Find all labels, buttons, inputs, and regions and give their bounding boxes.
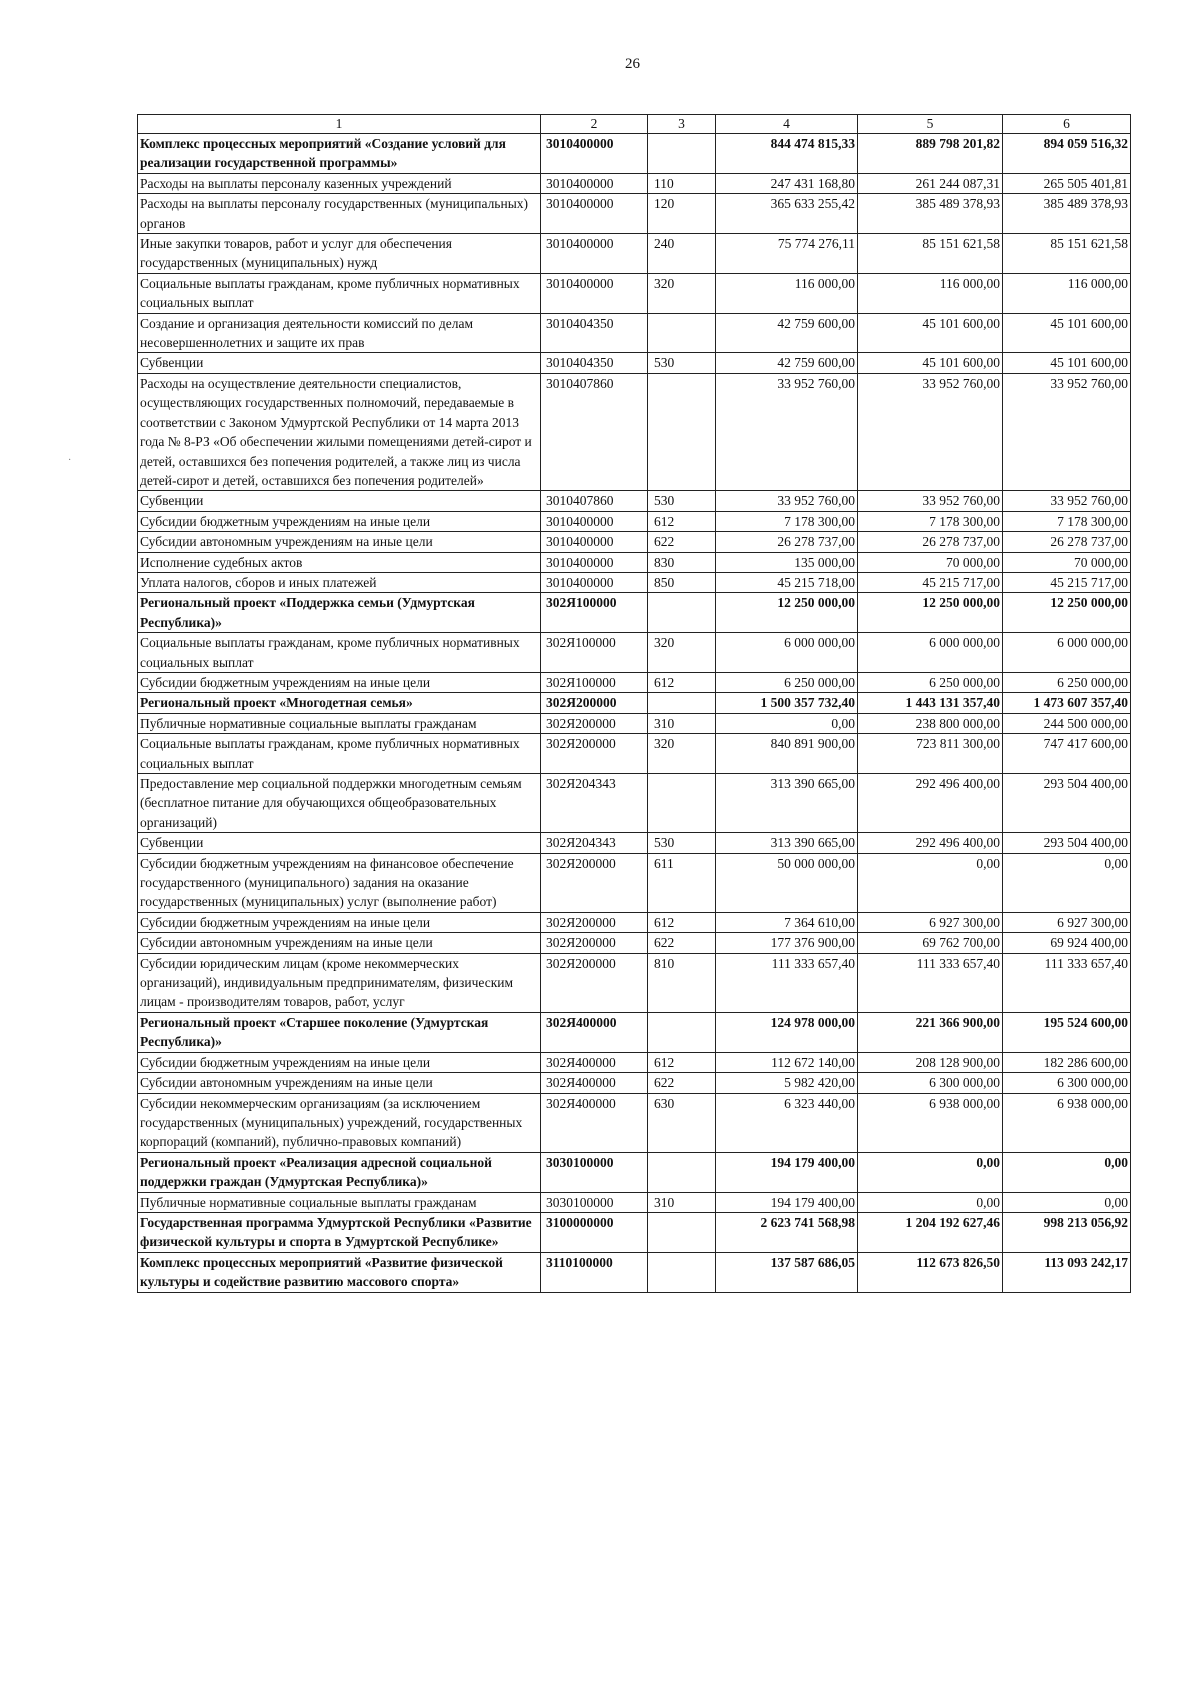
table-row [138, 1212, 1131, 1252]
expense-name-cell: Субсидии бюджетным учреждениям на иные цели [138, 672, 541, 692]
target-article-cell: 302Я204343 [541, 774, 648, 833]
amount-2026-cell: 69 762 700,00 [858, 933, 1003, 953]
expense-name-cell: Субсидии автономным учреждениям на иные цели [138, 933, 541, 953]
expense-name-cell: Исполнение судебных актов [138, 552, 541, 572]
expense-type-cell: 320 [648, 633, 716, 673]
expense-type-cell [648, 774, 716, 833]
target-article-cell: 3010400000 [541, 572, 648, 592]
amount-2027-cell: 26 278 737,00 [1003, 532, 1131, 552]
expense-name-cell: Региональный проект «Старшее поколение (Удмуртская Республика)» [138, 1012, 541, 1052]
table-row [138, 234, 1131, 274]
amount-2027-cell: 45 215 717,00 [1003, 572, 1131, 592]
expense-name-cell: Уплата налогов, сборов и иных платежей [138, 572, 541, 592]
table-row [138, 693, 1131, 713]
table-row [138, 734, 1131, 774]
table-row [138, 672, 1131, 692]
target-article-cell: 302Я100000 [541, 672, 648, 692]
amount-2027-cell: 113 093 242,17 [1003, 1252, 1131, 1292]
target-article-cell: 302Я400000 [541, 1073, 648, 1093]
amount-2025-cell: 7 178 300,00 [716, 511, 858, 531]
amount-2025-cell: 6 000 000,00 [716, 633, 858, 673]
amount-2025-cell: 0,00 [716, 713, 858, 733]
table-row [138, 552, 1131, 572]
amount-2026-cell: 208 128 900,00 [858, 1052, 1003, 1072]
expense-name-cell: Предоставление мер социальной поддержки многодетным семьям (бесплатное питание для обучающихся общеобразовательных организаций) [138, 774, 541, 833]
expense-name-cell: Социальные выплаты гражданам, кроме публичных нормативных социальных выплат [138, 734, 541, 774]
amount-2027-cell: 6 300 000,00 [1003, 1073, 1131, 1093]
amount-2027-cell: 33 952 760,00 [1003, 373, 1131, 490]
expense-name-cell: Социальные выплаты гражданам, кроме публичных нормативных социальных выплат [138, 633, 541, 673]
expense-type-cell [648, 373, 716, 490]
table-row [138, 273, 1131, 313]
amount-2025-cell: 840 891 900,00 [716, 734, 858, 774]
expense-name-cell: Государственная программа Удмуртской Республики «Развитие физической культуры и спорта в Удмуртской Республике» [138, 1212, 541, 1252]
amount-2026-cell: 292 496 400,00 [858, 774, 1003, 833]
amount-2026-cell: 70 000,00 [858, 552, 1003, 572]
expense-name-cell: Субсидии автономным учреждениям на иные цели [138, 532, 541, 552]
expense-type-cell: 810 [648, 953, 716, 1012]
target-article-cell: 3010400000 [541, 511, 648, 531]
header-cell: 4 [716, 115, 858, 134]
target-article-cell: 3010404350 [541, 313, 648, 353]
target-article-cell: 302Я100000 [541, 633, 648, 673]
amount-2027-cell: 195 524 600,00 [1003, 1012, 1131, 1052]
target-article-cell: 3030100000 [541, 1192, 648, 1212]
amount-2026-cell: 261 244 087,31 [858, 173, 1003, 193]
amount-2025-cell: 50 000 000,00 [716, 853, 858, 912]
expense-type-cell: 622 [648, 933, 716, 953]
amount-2027-cell: 293 504 400,00 [1003, 774, 1131, 833]
target-article-cell: 3010400000 [541, 234, 648, 274]
expense-name-cell: Комплекс процессных мероприятий «Развитие физической культуры и содействие развитию массового спорта» [138, 1252, 541, 1292]
amount-2027-cell: 70 000,00 [1003, 552, 1131, 572]
amount-2026-cell: 221 366 900,00 [858, 1012, 1003, 1052]
table-row [138, 1192, 1131, 1212]
amount-2027-cell: 182 286 600,00 [1003, 1052, 1131, 1072]
amount-2027-cell: 85 151 621,58 [1003, 234, 1131, 274]
expense-name-cell: Публичные нормативные социальные выплаты гражданам [138, 1192, 541, 1212]
expense-type-cell: 530 [648, 353, 716, 373]
amount-2027-cell: 265 505 401,81 [1003, 173, 1131, 193]
amount-2027-cell: 0,00 [1003, 1152, 1131, 1192]
table-row [138, 313, 1131, 353]
target-article-cell: 302Я400000 [541, 1052, 648, 1072]
expense-type-cell: 530 [648, 491, 716, 511]
amount-2026-cell: 26 278 737,00 [858, 532, 1003, 552]
expense-type-cell: 622 [648, 532, 716, 552]
expense-name-cell: Комплекс процессных мероприятий «Создание условий для реализации государственной программы» [138, 134, 541, 174]
target-article-cell: 3010407860 [541, 373, 648, 490]
page-number: 26 [625, 56, 640, 72]
amount-2025-cell: 1 500 357 732,40 [716, 693, 858, 713]
expense-name-cell: Субсидии автономным учреждениям на иные цели [138, 1073, 541, 1093]
amount-2026-cell: 45 215 717,00 [858, 572, 1003, 592]
amount-2026-cell: 292 496 400,00 [858, 833, 1003, 853]
amount-2026-cell: 85 151 621,58 [858, 234, 1003, 274]
amount-2025-cell: 313 390 665,00 [716, 774, 858, 833]
table-row [138, 953, 1131, 1012]
amount-2025-cell: 135 000,00 [716, 552, 858, 572]
header-cell: 6 [1003, 115, 1131, 134]
table-row [138, 593, 1131, 633]
amount-2026-cell: 6 938 000,00 [858, 1093, 1003, 1152]
target-article-cell: 3030100000 [541, 1152, 648, 1192]
amount-2027-cell: 6 250 000,00 [1003, 672, 1131, 692]
amount-2025-cell: 75 774 276,11 [716, 234, 858, 274]
table-row [138, 633, 1131, 673]
amount-2025-cell: 6 250 000,00 [716, 672, 858, 692]
expense-type-cell: 630 [648, 1093, 716, 1152]
amount-2026-cell: 723 811 300,00 [858, 734, 1003, 774]
amount-2025-cell: 5 982 420,00 [716, 1073, 858, 1093]
expense-name-cell: Субсидии бюджетным учреждениям на финансовое обеспечение государственного (муниципального) задания на оказание государственных (муниципальных) услуг (выполнение работ) [138, 853, 541, 912]
amount-2027-cell: 894 059 516,32 [1003, 134, 1131, 174]
amount-2025-cell: 365 633 255,42 [716, 194, 858, 234]
expense-name-cell: Региональный проект «Поддержка семьи (Удмуртская Республика)» [138, 593, 541, 633]
target-article-cell: 302Я200000 [541, 693, 648, 713]
amount-2027-cell: 69 924 400,00 [1003, 933, 1131, 953]
amount-2027-cell: 0,00 [1003, 853, 1131, 912]
table-row [138, 1252, 1131, 1292]
table-row [138, 1152, 1131, 1192]
amount-2026-cell: 116 000,00 [858, 273, 1003, 313]
expense-type-cell: 612 [648, 912, 716, 932]
amount-2025-cell: 7 364 610,00 [716, 912, 858, 932]
table-row [138, 853, 1131, 912]
amount-2026-cell: 385 489 378,93 [858, 194, 1003, 234]
expense-name-cell: Расходы на осуществление деятельности специалистов, осуществляющих государственных полномочий, передаваемые в соответствии с Законом Удмуртской Республики от 14 марта 2013 года № 8-РЗ «Об обеспечении жилыми помещениями детей-сирот и детей, оставшихся без попечения родителей, а также лиц из числа детей-сирот и детей, оставшихся без попечения родителей» [138, 373, 541, 490]
target-article-cell: 3010404350 [541, 353, 648, 373]
target-article-cell: 3010400000 [541, 532, 648, 552]
target-article-cell: 302Я200000 [541, 912, 648, 932]
amount-2025-cell: 194 179 400,00 [716, 1192, 858, 1212]
amount-2026-cell: 12 250 000,00 [858, 593, 1003, 633]
expense-type-cell [648, 1252, 716, 1292]
expense-name-cell: Субсидии некоммерческим организациям (за исключением государственных (муниципальных) учреждений, государственных корпораций (компаний), публично-правовых компаний) [138, 1093, 541, 1152]
table-row [138, 833, 1131, 853]
amount-2025-cell: 247 431 168,80 [716, 173, 858, 193]
expense-type-cell: 830 [648, 552, 716, 572]
amount-2027-cell: 6 938 000,00 [1003, 1093, 1131, 1152]
target-article-cell: 3010400000 [541, 134, 648, 174]
target-article-cell: 3110100000 [541, 1252, 648, 1292]
target-article-cell: 3010400000 [541, 173, 648, 193]
amount-2025-cell: 124 978 000,00 [716, 1012, 858, 1052]
amount-2027-cell: 33 952 760,00 [1003, 491, 1131, 511]
expense-name-cell: Субсидии юридическим лицам (кроме некоммерческих организаций), индивидуальным предпринимателям, физическим лицам - производителям товаров, работ, услуг [138, 953, 541, 1012]
expense-type-cell: 310 [648, 713, 716, 733]
expense-type-cell: 120 [648, 194, 716, 234]
table-row [138, 173, 1131, 193]
expense-type-cell: 622 [648, 1073, 716, 1093]
expense-name-cell: Региональный проект «Многодетная семья» [138, 693, 541, 713]
expense-type-cell: 320 [648, 273, 716, 313]
amount-2027-cell: 244 500 000,00 [1003, 713, 1131, 733]
amount-2026-cell: 238 800 000,00 [858, 713, 1003, 733]
amount-2027-cell: 747 417 600,00 [1003, 734, 1131, 774]
expense-type-cell: 612 [648, 672, 716, 692]
table-header-row [138, 115, 1131, 134]
expense-name-cell: Субвенции [138, 353, 541, 373]
amount-2025-cell: 112 672 140,00 [716, 1052, 858, 1072]
expense-type-cell: 850 [648, 572, 716, 592]
table-row [138, 134, 1131, 174]
table-row [138, 491, 1131, 511]
amount-2027-cell: 6 927 300,00 [1003, 912, 1131, 932]
amount-2026-cell: 6 000 000,00 [858, 633, 1003, 673]
amount-2026-cell: 0,00 [858, 853, 1003, 912]
table-row [138, 572, 1131, 592]
amount-2025-cell: 2 623 741 568,98 [716, 1212, 858, 1252]
amount-2025-cell: 194 179 400,00 [716, 1152, 858, 1192]
expense-name-cell: Социальные выплаты гражданам, кроме публичных нормативных социальных выплат [138, 273, 541, 313]
amount-2026-cell: 111 333 657,40 [858, 953, 1003, 1012]
target-article-cell: 3010407860 [541, 491, 648, 511]
table-row [138, 1052, 1131, 1072]
amount-2026-cell: 112 673 826,50 [858, 1252, 1003, 1292]
amount-2025-cell: 177 376 900,00 [716, 933, 858, 953]
amount-2027-cell: 998 213 056,92 [1003, 1212, 1131, 1252]
target-article-cell: 302Я200000 [541, 713, 648, 733]
amount-2026-cell: 1 204 192 627,46 [858, 1212, 1003, 1252]
amount-2027-cell: 6 000 000,00 [1003, 633, 1131, 673]
expense-name-cell: Региональный проект «Реализация адресной социальной поддержки граждан (Удмуртская Республика)» [138, 1152, 541, 1192]
amount-2025-cell: 12 250 000,00 [716, 593, 858, 633]
expense-type-cell: 612 [648, 511, 716, 531]
budget-table [137, 114, 1131, 1293]
amount-2026-cell: 889 798 201,82 [858, 134, 1003, 174]
amount-2025-cell: 45 215 718,00 [716, 572, 858, 592]
amount-2025-cell: 844 474 815,33 [716, 134, 858, 174]
header-cell: 2 [541, 115, 648, 134]
amount-2026-cell: 6 300 000,00 [858, 1073, 1003, 1093]
amount-2026-cell: 6 250 000,00 [858, 672, 1003, 692]
target-article-cell: 302Я400000 [541, 1093, 648, 1152]
expense-type-cell [648, 1012, 716, 1052]
table-row [138, 933, 1131, 953]
expense-type-cell [648, 1152, 716, 1192]
header-cell: 3 [648, 115, 716, 134]
header-cell: 1 [138, 115, 541, 134]
expense-type-cell: 530 [648, 833, 716, 853]
expense-type-cell: 612 [648, 1052, 716, 1072]
amount-2026-cell: 33 952 760,00 [858, 491, 1003, 511]
target-article-cell: 302Я200000 [541, 933, 648, 953]
amount-2027-cell: 111 333 657,40 [1003, 953, 1131, 1012]
amount-2025-cell: 42 759 600,00 [716, 313, 858, 353]
expense-type-cell: 110 [648, 173, 716, 193]
expense-name-cell: Расходы на выплаты персоналу казенных учреждений [138, 173, 541, 193]
expense-type-cell: 310 [648, 1192, 716, 1212]
table-row [138, 353, 1131, 373]
target-article-cell: 302Я204343 [541, 833, 648, 853]
expense-type-cell [648, 134, 716, 174]
expense-type-cell: 240 [648, 234, 716, 274]
expense-name-cell: Создание и организация деятельности комиссий по делам несовершеннолетних и защите их прав [138, 313, 541, 353]
target-article-cell: 3010400000 [541, 194, 648, 234]
amount-2025-cell: 33 952 760,00 [716, 373, 858, 490]
amount-2026-cell: 6 927 300,00 [858, 912, 1003, 932]
amount-2027-cell: 7 178 300,00 [1003, 511, 1131, 531]
amount-2026-cell: 33 952 760,00 [858, 373, 1003, 490]
table-row [138, 1073, 1131, 1093]
amount-2025-cell: 313 390 665,00 [716, 833, 858, 853]
target-article-cell: 302Я200000 [541, 734, 648, 774]
target-article-cell: 3010400000 [541, 273, 648, 313]
expense-name-cell: Публичные нормативные социальные выплаты гражданам [138, 713, 541, 733]
target-article-cell: 302Я200000 [541, 853, 648, 912]
target-article-cell: 302Я200000 [541, 953, 648, 1012]
table-row [138, 1093, 1131, 1152]
amount-2026-cell: 45 101 600,00 [858, 313, 1003, 353]
scan-mark: · [68, 455, 72, 466]
amount-2027-cell: 1 473 607 357,40 [1003, 693, 1131, 713]
table-row [138, 713, 1131, 733]
amount-2025-cell: 111 333 657,40 [716, 953, 858, 1012]
target-article-cell: 3010400000 [541, 552, 648, 572]
amount-2027-cell: 116 000,00 [1003, 273, 1131, 313]
target-article-cell: 302Я400000 [541, 1012, 648, 1052]
table-row [138, 912, 1131, 932]
expense-type-cell: 611 [648, 853, 716, 912]
amount-2025-cell: 33 952 760,00 [716, 491, 858, 511]
amount-2027-cell: 12 250 000,00 [1003, 593, 1131, 633]
expense-name-cell: Субвенции [138, 833, 541, 853]
amount-2025-cell: 137 587 686,05 [716, 1252, 858, 1292]
budget-table-body [138, 115, 1131, 1293]
target-article-cell: 302Я100000 [541, 593, 648, 633]
amount-2025-cell: 6 323 440,00 [716, 1093, 858, 1152]
amount-2026-cell: 1 443 131 357,40 [858, 693, 1003, 713]
amount-2025-cell: 116 000,00 [716, 273, 858, 313]
expense-name-cell: Субсидии бюджетным учреждениям на иные цели [138, 1052, 541, 1072]
expense-type-cell [648, 313, 716, 353]
amount-2026-cell: 0,00 [858, 1152, 1003, 1192]
expense-type-cell [648, 593, 716, 633]
amount-2027-cell: 45 101 600,00 [1003, 353, 1131, 373]
amount-2027-cell: 293 504 400,00 [1003, 833, 1131, 853]
expense-name-cell: Субсидии бюджетным учреждениям на иные цели [138, 912, 541, 932]
expense-name-cell: Расходы на выплаты персоналу государственных (муниципальных) органов [138, 194, 541, 234]
table-row [138, 1012, 1131, 1052]
target-article-cell: 3100000000 [541, 1212, 648, 1252]
expense-name-cell: Субсидии бюджетным учреждениям на иные цели [138, 511, 541, 531]
table-row [138, 194, 1131, 234]
amount-2027-cell: 0,00 [1003, 1192, 1131, 1212]
table-row [138, 373, 1131, 490]
table-row [138, 532, 1131, 552]
amount-2025-cell: 26 278 737,00 [716, 532, 858, 552]
header-cell: 5 [858, 115, 1003, 134]
expense-name-cell: Иные закупки товаров, работ и услуг для обеспечения государственных (муниципальных) нужд [138, 234, 541, 274]
expense-type-cell [648, 693, 716, 713]
amount-2026-cell: 7 178 300,00 [858, 511, 1003, 531]
amount-2025-cell: 42 759 600,00 [716, 353, 858, 373]
amount-2026-cell: 0,00 [858, 1192, 1003, 1212]
amount-2027-cell: 45 101 600,00 [1003, 313, 1131, 353]
expense-name-cell: Субвенции [138, 491, 541, 511]
amount-2027-cell: 385 489 378,93 [1003, 194, 1131, 234]
table-row [138, 774, 1131, 833]
amount-2026-cell: 45 101 600,00 [858, 353, 1003, 373]
expense-type-cell [648, 1212, 716, 1252]
table-row [138, 511, 1131, 531]
expense-type-cell: 320 [648, 734, 716, 774]
